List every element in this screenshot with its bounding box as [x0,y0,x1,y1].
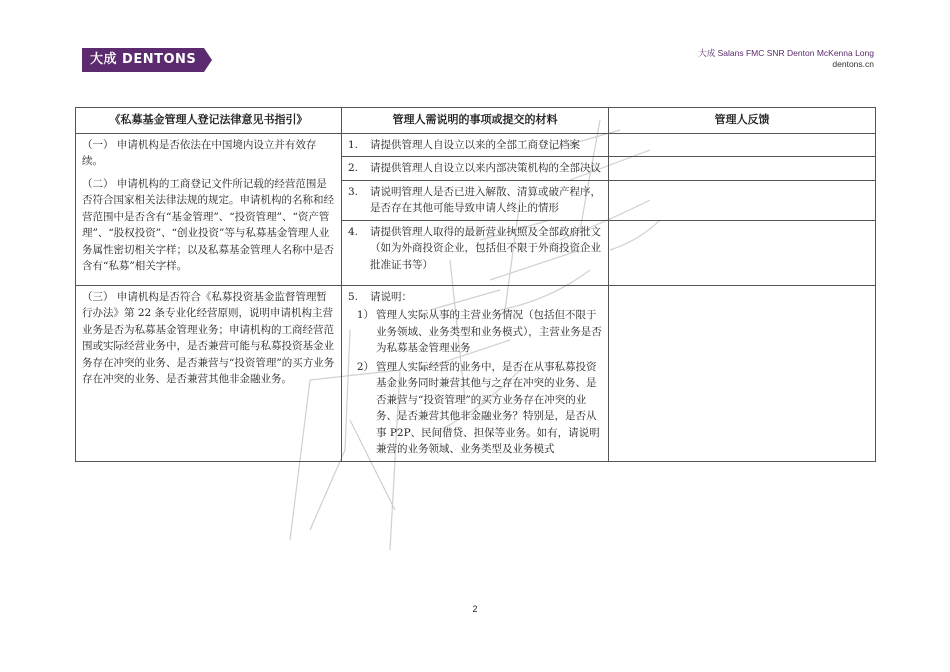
material-text: 请提供管理人自设立以来内部决策机构的全部决议 [370,162,601,174]
feedback-cell[interactable] [609,133,876,157]
sub-number: 1） [356,309,374,321]
page-number: 2 [472,604,478,614]
feedback-cell[interactable] [609,157,876,181]
dentons-logo [82,48,212,72]
material-number: 5. [348,290,359,303]
sub-text: 管理人实际从事的主营业务情况（包括但不限于业务领域、业务类型和业务模式），主营业务是否为私募基金管理业务 [376,309,602,354]
material-1 [342,133,609,157]
criteria-cell-1-2 [76,133,342,285]
material-number: 1. [348,138,359,151]
firm-website: dentons.cn [832,59,874,69]
material-2 [342,157,609,181]
firm-names: 大成 Salans FMC SNR Denton McKenna Long [698,48,874,58]
feedback-cell[interactable] [609,220,876,285]
material-text: 请说明管理人是否已进入解散、清算或破产程序，是否存在其他可能导致申请人终止的情形 [370,185,601,214]
material-4 [342,220,609,285]
criterion-2: （二） 申请机构的工商登记文件所记载的经营范围是否符合国家相关法律法规的规定。申请机构的名称和经营范围中是否含有“基金管理”、“投资管理”、“资产管理”、“股权投资”、“创业投资”等与私募基金管理人业务属性密切相关字样；以及私募基金管理人名称中是否含有“私募”相关字样。 [82,177,334,272]
logo-text: 大成 DENTONS [90,52,197,67]
material-text: 请说明： [370,290,412,303]
feedback-cell[interactable] [609,285,876,461]
criterion-3: （三） 申请机构是否符合《私募投资基金监督管理暂行办法》第 22 条专业化经营原则，说明申请机构主营业务是否为私募基金管理业务；申请机构的工商经营范围或实际经营业务中，是否兼营可能与私募投资基金业务存在冲突的业务、是否兼营与“投资管理”的买方业务存在冲突的业务、是否兼营其他非金融业务。 [76,285,342,461]
guideline-table [75,107,876,462]
sub-number: 2） [356,360,374,373]
table-row [76,133,876,157]
header-materials: 管理人需说明的事项或提交的材料 [342,108,609,134]
table-row [76,285,876,461]
material-text: 请提供管理人自设立以来的全部工商登记档案 [370,138,580,151]
feedback-cell[interactable] [609,180,876,220]
material-number: 2. [348,162,359,174]
header-feedback: 管理人反馈 [609,108,876,134]
material-5 [342,285,609,461]
material-number: 4. [348,225,359,238]
header-guideline: 《私募基金管理人登记法律意见书指引》 [76,108,342,134]
table-header-row [76,108,876,134]
material-text: 请提供管理人取得的最新营业执照及全部政府批文（如为外商投资企业，包括但不限于外商投资企业批准证书等） [370,225,601,271]
criterion-1: （一） 申请机构是否依法在中国境内设立并有效存续。 [82,138,317,167]
sub-text: 管理人实际经营的业务中，是否在从事私募投资基金业务同时兼营其他与之存在冲突的业务、是否兼营与“投资管理”的买方业务存在冲突的业务、是否兼营其他非金融业务？特别是，是否从事 P2P、民间借贷、担保等业务。如有，请说明兼营的业务领域、业务类型及业务模式 [376,360,600,455]
firm-line [698,48,874,70]
material-3 [342,180,609,220]
material-number: 3. [348,185,359,198]
